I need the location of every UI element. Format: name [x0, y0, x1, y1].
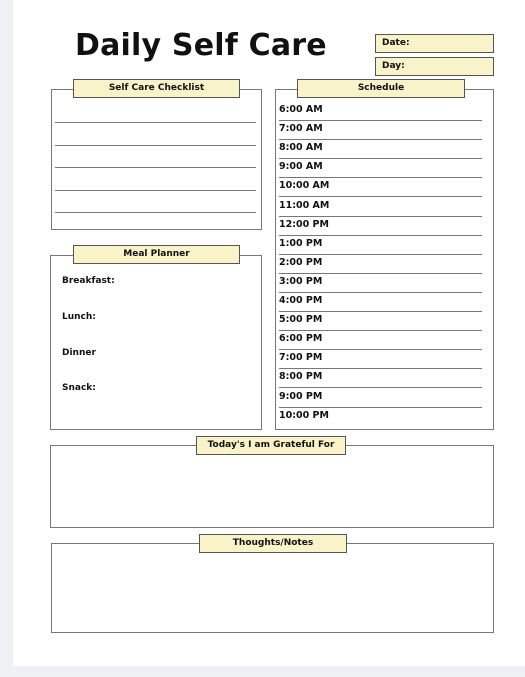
checklist-box [51, 89, 262, 230]
notes-box[interactable] [51, 543, 494, 633]
grateful-title: Today's I am Grateful For [196, 436, 346, 455]
schedule-time-label: 8:00 AM [279, 142, 323, 154]
checklist-title: Self Care Checklist [73, 79, 240, 98]
schedule-line[interactable] [279, 311, 482, 312]
schedule-line[interactable] [279, 216, 482, 217]
schedule-time-label: 6:00 PM [279, 333, 323, 345]
schedule-time-label: 1:00 PM [279, 237, 323, 249]
schedule-line[interactable] [279, 387, 482, 388]
schedule-time-label: 9:00 PM [279, 390, 323, 402]
schedule-line[interactable] [279, 292, 482, 293]
notes-title: Thoughts/Notes [199, 534, 347, 553]
schedule-time-label: 7:00 AM [279, 123, 323, 135]
day-field[interactable]: Day: [375, 57, 494, 76]
schedule-line[interactable] [279, 196, 482, 197]
page-title: Daily Self Care [75, 28, 327, 63]
schedule-time-label: 4:00 PM [279, 295, 323, 306]
schedule-time-label: 10:00 PM [279, 409, 329, 421]
schedule-time-label: 10:00 AM [279, 180, 330, 192]
schedule-time-label: 12:00 PM [279, 218, 329, 230]
schedule-line[interactable] [279, 120, 482, 121]
schedule-time-label: 9:00 AM [279, 161, 323, 173]
schedule-line[interactable] [279, 254, 482, 255]
schedule-time-label: 5:00 PM [279, 314, 323, 326]
schedule-line[interactable] [279, 139, 482, 140]
checklist-line[interactable] [55, 122, 256, 123]
checklist-line[interactable] [55, 145, 256, 146]
checklist-line[interactable] [55, 212, 256, 213]
schedule-time-label: 2:00 PM [279, 256, 323, 268]
meal-lunch-label: Lunch: [62, 312, 96, 322]
meal-planner-title: Meal Planner [73, 245, 240, 264]
schedule-line[interactable] [279, 158, 482, 159]
meal-snack-label: Snack: [62, 383, 96, 393]
grateful-box[interactable] [50, 445, 494, 528]
schedule-time-label: 11:00 AM [279, 199, 330, 211]
date-field[interactable]: Date: [375, 34, 494, 53]
schedule-title: Schedule [297, 79, 465, 98]
planner-sheet [13, 0, 525, 666]
schedule-line[interactable] [279, 330, 482, 331]
schedule-line[interactable] [279, 177, 482, 178]
schedule-line[interactable] [279, 235, 482, 236]
meal-dinner-label: Dinner [62, 348, 96, 358]
schedule-line[interactable] [279, 273, 482, 274]
schedule-time-label: 3:00 PM [279, 275, 323, 287]
schedule-line[interactable] [279, 349, 482, 350]
schedule-line[interactable] [279, 407, 482, 408]
schedule-time-label: 6:00 AM [279, 104, 323, 115]
meal-breakfast-label: Breakfast: [62, 276, 115, 286]
checklist-line[interactable] [55, 190, 256, 191]
schedule-line[interactable] [279, 368, 482, 369]
schedule-time-label: 8:00 PM [279, 371, 323, 383]
checklist-line[interactable] [55, 167, 256, 168]
schedule-time-label: 7:00 PM [279, 352, 323, 364]
